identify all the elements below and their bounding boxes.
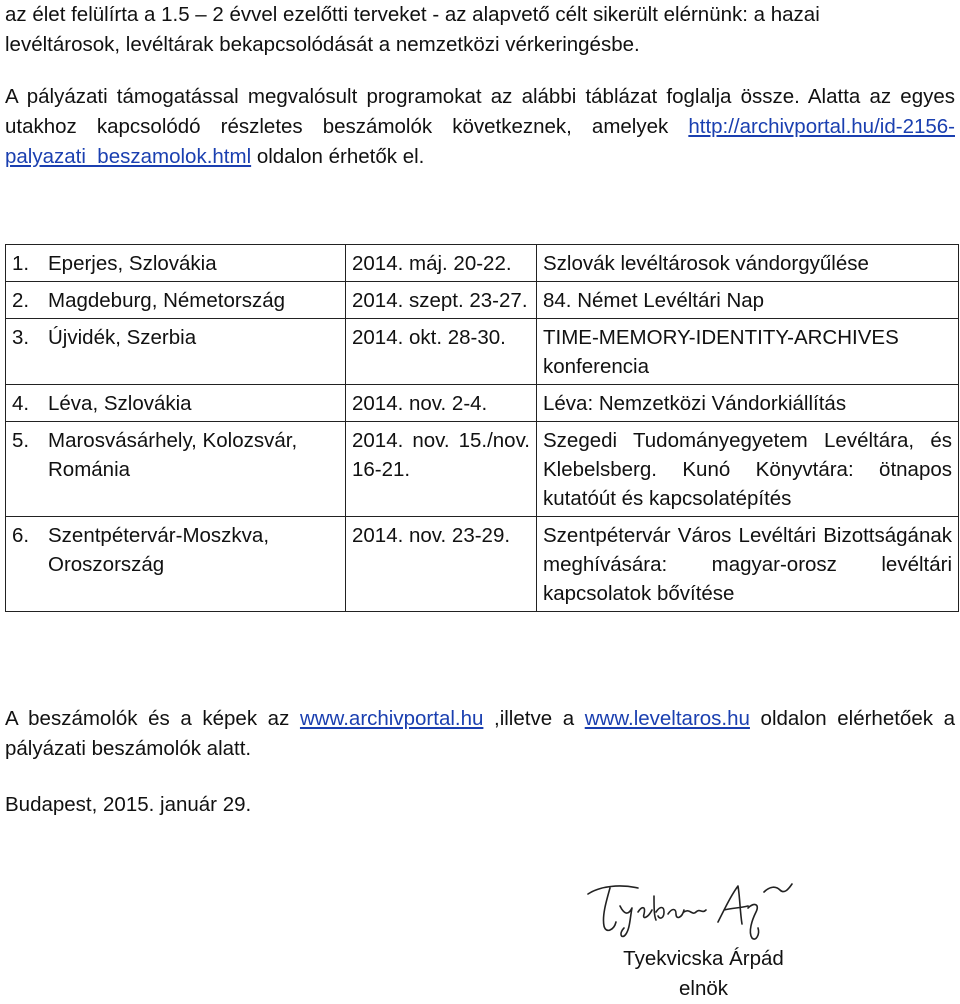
table-row xyxy=(6,319,959,385)
row-date: 2014. nov. 15./nov. 16-21. xyxy=(346,422,537,517)
location-cell-content xyxy=(12,426,339,484)
location-cell xyxy=(6,245,346,282)
location-cell-content xyxy=(12,521,339,579)
intro-line-1: az élet felülírta a 1.5 – 2 évvel ezelőtti terveket - az alapvető célt sikerült elérnünk: a hazai xyxy=(5,3,820,26)
closing-text-1: A beszámolók és a képek az xyxy=(5,707,300,730)
row-location: Szentpétervár-Moszkva, Oroszország xyxy=(48,524,270,576)
row-event: Szlovák levéltárosok vándorgyűlése xyxy=(537,245,959,282)
signer-name: Tyekvicska Árpád xyxy=(623,947,784,970)
row-date: 2014. szept. 23-27. xyxy=(346,282,537,319)
row-number: 5. xyxy=(12,429,30,452)
row-location: Újvidék, Szerbia xyxy=(48,326,197,349)
archivportal-link[interactable]: www.archivportal.hu xyxy=(299,707,484,730)
summary-text-after: oldalon érhetők el. xyxy=(251,145,425,168)
row-date: 2014. nov. 23-29. xyxy=(346,517,537,612)
location-cell xyxy=(6,385,346,422)
closing-paragraph xyxy=(5,704,955,764)
table-row xyxy=(6,517,959,612)
closing-text-3: oldalon elérhetőek a pályázati beszámolók alatt. xyxy=(5,707,955,760)
row-number: 6. xyxy=(12,524,30,547)
row-number: 4. xyxy=(12,392,30,415)
row-date: 2014. nov. 2-4. xyxy=(346,385,537,422)
location-cell-content xyxy=(12,249,339,278)
row-event: TIME-MEMORY-IDENTITY-ARCHIVES konferencia xyxy=(537,319,959,385)
row-date: 2014. máj. 20-22. xyxy=(346,245,537,282)
signer-title: elnök xyxy=(678,977,728,1000)
signature-image xyxy=(580,872,800,944)
location-cell xyxy=(6,517,346,612)
summary-text-before: A pályázati támogatással megvalósult programokat az alábbi táblázat foglalja össze. Alatta az egyes utakhoz kapcsolódó részletes beszámolók következnek, amelyek xyxy=(5,85,955,138)
leveltaros-link[interactable]: www.leveltaros.hu xyxy=(584,707,750,730)
table-row xyxy=(6,385,959,422)
location-cell xyxy=(6,282,346,319)
intro-line-2: levéltárosok, levéltárak bekapcsolódását a nemzetközi vérkeringésbe. xyxy=(5,33,640,56)
location-cell xyxy=(6,319,346,385)
row-number: 1. xyxy=(12,252,30,275)
row-number: 3. xyxy=(12,326,30,349)
row-event: 84. Német Levéltári Nap xyxy=(537,282,959,319)
summary-paragraph xyxy=(5,82,955,172)
beszamolok-link[interactable]: http://archivportal.hu/id-2156-palyazati_beszamolok.html xyxy=(5,115,955,168)
row-date: 2014. okt. 28-30. xyxy=(346,319,537,385)
events-table-body xyxy=(6,245,959,612)
closing-text-2: ,illetve a xyxy=(483,707,585,730)
location-cell-content xyxy=(12,389,339,418)
table-row xyxy=(6,282,959,319)
table-row xyxy=(6,422,959,517)
intro-paragraph xyxy=(5,0,955,60)
handwritten-signature xyxy=(580,872,800,950)
row-number: 2. xyxy=(12,289,30,312)
row-event: Szegedi Tudományegyetem Levéltára, és Klebelsberg. Kunó Könyvtára: ötnapos kutatóút és kapcsolatépítés xyxy=(537,422,959,517)
location-cell-content xyxy=(12,286,339,315)
row-event: Szentpétervár Város Levéltári Bizottságának meghívására: magyar-orosz levéltári kapcsolatok bővítése xyxy=(537,517,959,612)
row-location: Magdeburg, Németország xyxy=(48,289,286,312)
location-cell-content xyxy=(12,323,339,352)
date-line: Budapest, 2015. január 29. xyxy=(5,793,252,816)
row-location: Marosvásárhely, Kolozsvár, Románia xyxy=(48,429,298,481)
location-cell xyxy=(6,422,346,517)
events-table xyxy=(5,244,959,612)
signature-block xyxy=(611,944,796,1004)
row-event: Léva: Nemzetközi Vándorkiállítás xyxy=(537,385,959,422)
row-location: Eperjes, Szlovákia xyxy=(48,252,217,275)
row-location: Léva, Szlovákia xyxy=(48,392,192,415)
table-row xyxy=(6,245,959,282)
